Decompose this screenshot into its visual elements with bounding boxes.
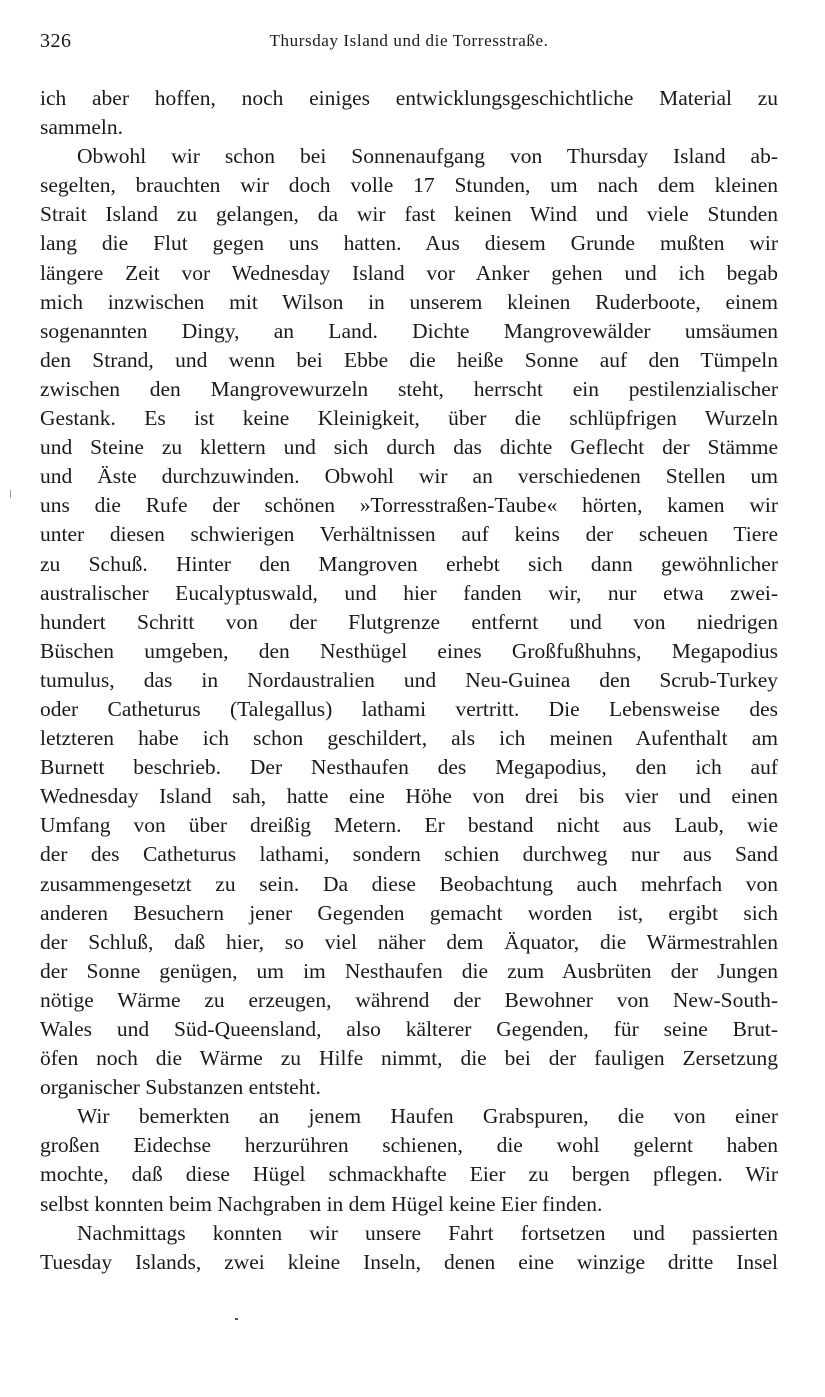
text-line: großen Eidechse herzurühren schienen, die wohl gelernt haben [40,1133,778,1158]
text-line: segelten, brauchten wir doch volle 17 Stunden, um nach dem kleinen [40,173,778,198]
page-number: 326 [40,30,72,52]
text-line: selbst konnten beim Nachgraben in dem Hügel keine Eier finden. [40,1191,603,1216]
text-line: mich inzwischen mit Wilson in unserem kleinen Ruderboote, einem [40,289,778,314]
text-line: Wednesday Island sah, hatte eine Höhe von drei bis vier und einen [40,784,778,809]
text-line: hundert Schritt von der Flutgrenze entfernt und von niedrigen [40,609,778,634]
paragraph-first-line: Wir bemerkten an jenem Haufen Grabspuren, die von einer [77,1104,778,1129]
text-line: organischer Substanzen entsteht. [40,1075,321,1100]
text-line: nötige Wärme zu erzeugen, während der Bewohner von New-South- [40,987,778,1012]
text-line: Wales und Süd-Queensland, also kälterer Gegenden, für seine Brut- [40,1017,778,1041]
text-line: zu Schuß. Hinter den Mangroven erhebt sich dann gewöhnlicher [40,551,778,576]
text-line: sogenannten Dingy, an Land. Dichte Mangrovewälder umsäumen [40,318,778,343]
text-line: ich aber hoffen, noch einiges entwicklungsgeschichtliche Material zu [40,86,778,110]
text-line: letzteren habe ich schon geschildert, als ich meinen Aufenthalt am [40,726,778,751]
book-page [40,30,778,1277]
text-line: Tuesday Islands, zwei kleine Inseln, denen eine winzige dritte Insel [40,1249,778,1274]
text-line: der Sonne genügen, um im Nesthaufen die zum Ausbrüten der Jungen [40,958,778,983]
text-line: Büschen umgeben, den Nesthügel eines Großfußhuhns, Megapodius [40,638,778,663]
text-line: unter diesen schwierigen Verhältnissen auf keins der scheuen Tiere [40,522,778,547]
text-line: oder Catheturus (Talegallus) lathami vertritt. Die Lebensweise des [40,696,778,721]
text-line: der Schluß, daß hier, so viel näher dem Äquator, die Wärmestrahlen [40,929,778,954]
paragraph-first-line: Obwohl wir schon bei Sonnenaufgang von Thursday Island ab- [77,144,778,169]
text-line: zusammengesetzt zu sein. Da diese Beobachtung auch mehrfach von [40,871,778,896]
text-line: öfen noch die Wärme zu Hilfe nimmt, die bei der fauligen Zersetzung [40,1046,778,1071]
text-line: mochte, daß diese Hügel schmackhafte Eier zu bergen pflegen. Wir [40,1162,778,1187]
scan-mark [10,490,11,498]
text-line: lang die Flut gegen uns hatten. Aus diesem Grunde mußten wir [40,231,778,256]
text-line: Gestank. Es ist keine Kleinigkeit, über die schlüpfrigen Wurzeln [40,406,778,431]
text-line: australischer Eucalyptuswald, und hier fanden wir, nur etwa zwei- [40,580,778,605]
paragraph-first-line: Nachmittags konnten wir unsere Fahrt fortsetzen und passierten [77,1220,778,1245]
text-line: uns die Rufe der schönen »Torresstraßen-Taube« hörten, kamen wir [40,493,778,518]
running-title: Thursday Island und die Torresstraße. [269,31,549,50]
text-line: Umfang von über dreißig Metern. Er bestand nicht aus Laub, wie [40,813,778,838]
text-line: sammeln. [40,115,123,140]
text-line: und Äste durchzuwinden. Obwohl wir an verschiedenen Stellen um [40,464,778,489]
text-line: Burnett beschrieb. Der Nesthaufen des Megapodius, den ich auf [40,755,778,780]
text-line: und Steine zu klettern und sich durch das dichte Geflecht der Stämme [40,435,778,460]
body-text [40,84,778,1277]
text-line: tumulus, das in Nordaustralien und Neu-Guinea den Scrub-Turkey [40,667,778,692]
text-line: längere Zeit vor Wednesday Island vor Anker gehen und ich begab [40,260,778,285]
text-line: Strait Island zu gelangen, da wir fast keinen Wind und viele Stunden [40,202,778,227]
scan-speck [235,1318,238,1320]
running-head [40,30,778,60]
text-line: der des Catheturus lathami, sondern schien durchweg nur aus Sand [40,842,778,867]
text-line: den Strand, und wenn bei Ebbe die heiße Sonne auf den Tümpeln [40,347,778,372]
text-line: zwischen den Mangrovewurzeln steht, herrscht ein pestilenzialischer [40,376,778,401]
text-line: anderen Besuchern jener Gegenden gemacht worden ist, ergibt sich [40,900,778,925]
